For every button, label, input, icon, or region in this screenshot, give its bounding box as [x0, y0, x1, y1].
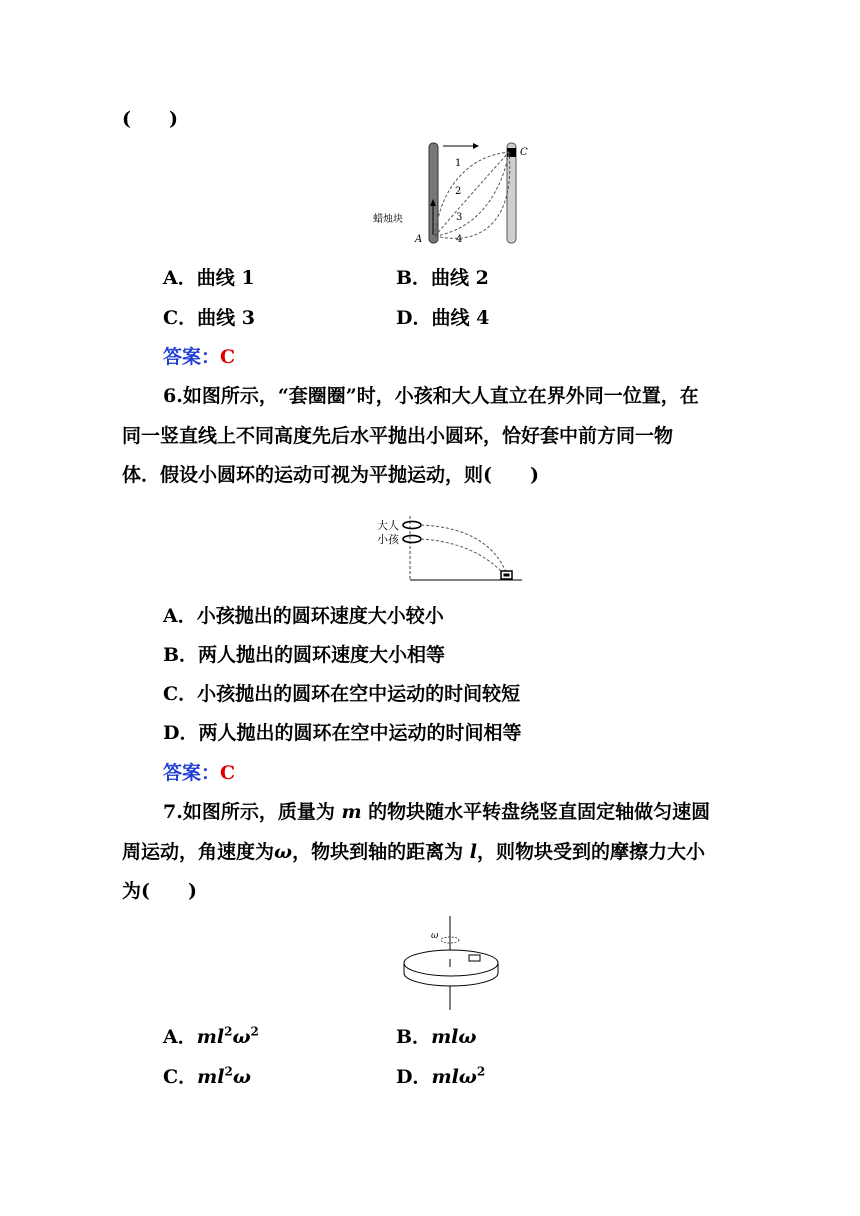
block — [469, 955, 480, 961]
q7-option-d: D．mlω$^2$ — [396, 1064, 486, 1088]
point-A-label: A — [415, 234, 423, 245]
q5-answer — [163, 342, 235, 369]
curve-3-label: 3 — [456, 212, 463, 223]
q7-stem-line-2: 周运动，角速度为ω，物块到轴的距离为 l，则物块受到的摩擦力大小 — [122, 841, 705, 863]
curve-1-label: 1 — [455, 158, 462, 169]
q7-option-a: A．$ml^2\omega^2$ — [163, 1024, 259, 1048]
q6-stem-line-2: 同一竖直线上不同高度先后水平抛出小圆环，恰好套中前方同一物 — [122, 425, 674, 447]
disk-top — [404, 950, 498, 976]
answer-value: C — [220, 346, 236, 368]
q5-paren: ( ) — [122, 108, 178, 130]
trajectory-adult — [421, 525, 506, 572]
q5-option-a: A．曲线 1 — [163, 267, 255, 289]
q7-option-c: C．$ml^2\omega$ — [163, 1064, 251, 1088]
point-C-label: C — [520, 147, 528, 158]
curve-2 — [435, 152, 509, 236]
q7-stem-line-3: 为( ) — [122, 880, 197, 902]
q5-option-b: B．曲线 2 — [396, 267, 489, 289]
right-tube — [507, 143, 516, 243]
child-label: 小孩 — [377, 533, 399, 546]
curve-2-label: 2 — [455, 186, 462, 197]
adult-label: 大人 — [377, 519, 399, 532]
candle-block-label: 蜡烛块 — [373, 214, 403, 225]
omega-label: ω — [431, 931, 439, 941]
q7-option-b: B．mlω — [396, 1026, 477, 1048]
q6-option-c: C．小孩抛出的圆环在空中运动的时间较短 — [163, 683, 521, 705]
q6-option-a: A．小孩抛出的圆环速度大小较小 — [163, 605, 444, 627]
answer-label: 答案： — [163, 346, 221, 368]
trajectory-child — [421, 539, 502, 572]
q7-stem-line-1: 7.如图所示，质量为 m 的物块随水平转盘绕竖直固定轴做匀速圆 — [163, 801, 711, 823]
q6-option-d: D．两人抛出的圆环在空中运动的时间相等 — [163, 722, 522, 744]
q5-option-d: D．曲线 4 — [396, 307, 490, 329]
answer-label: 答案： — [163, 762, 221, 784]
q6-stem-line-1: 6.如图所示，“套圈圈”时，小孩和大人直立在界外同一位置，在 — [163, 385, 699, 407]
q6-stem-line-3: 体．假设小圆环的运动可视为平抛运动，则( ) — [122, 464, 539, 486]
ring-adult — [403, 521, 421, 528]
q6-answer — [163, 758, 235, 785]
q6-figure-ring-toss — [372, 500, 532, 584]
answer-value: C — [220, 762, 236, 784]
q7-figure-turntable — [397, 914, 527, 1014]
q5-option-c: C．曲线 3 — [163, 307, 255, 329]
q6-option-b: B．两人抛出的圆环速度大小相等 — [163, 644, 446, 666]
curve-4-label: 4 — [456, 234, 463, 245]
ring-child — [403, 535, 421, 542]
q5-figure-candle-tube — [365, 138, 535, 248]
